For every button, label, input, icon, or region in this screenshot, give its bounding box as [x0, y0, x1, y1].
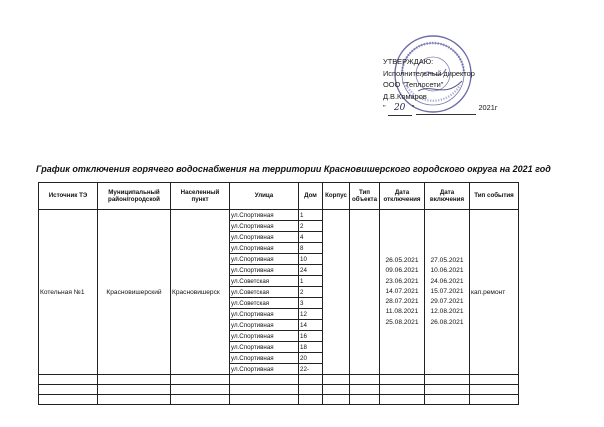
empty-cell [299, 395, 323, 405]
cell-street: ул.Спортивная [230, 254, 299, 265]
table-body [39, 210, 519, 405]
date-day-field [388, 102, 412, 116]
approval-heading: УТВЕРЖДАЮ: [383, 57, 434, 66]
empty-cell [98, 375, 171, 385]
cell-street: ул.Советская [230, 276, 299, 287]
date-day: 20 [393, 103, 406, 114]
empty-cell [425, 375, 470, 385]
empty-cell [98, 385, 171, 395]
cell-house: 8 [299, 243, 323, 254]
cell-street: ул.Советская [230, 298, 299, 309]
cell-street: ул.Спортивная [230, 232, 299, 243]
document-title: График отключения горячего водоснабжения на территории Красновишерского городского округа на 2021 год [36, 164, 551, 174]
cell-house: 22- [299, 364, 323, 375]
cell-event-type: кап.ремонт [470, 210, 519, 375]
empty-cell [299, 375, 323, 385]
cell-house: 14 [299, 320, 323, 331]
approval-company: ООО "Теплосети" [383, 80, 444, 90]
empty-cell [171, 385, 230, 395]
table-header-row [39, 183, 519, 210]
empty-row [39, 395, 519, 405]
empty-cell [380, 385, 425, 395]
off-date: 26.05.2021 [385, 257, 419, 265]
date-quote-open: " [383, 103, 386, 113]
off-date: 14.07.2021 [385, 287, 419, 295]
cell-street: ул.Спортивная [230, 309, 299, 320]
cell-object-type [350, 210, 380, 375]
empty-cell [171, 375, 230, 385]
header-building: Корпус [323, 183, 350, 210]
empty-cell [230, 375, 299, 385]
date-quote-close: " [411, 103, 415, 113]
header-on-date: Дата включения [425, 183, 470, 210]
empty-cell [39, 375, 98, 385]
approval-signer: Д.В.Комаров [383, 91, 427, 101]
cell-settlement: Красновишерск [171, 210, 230, 375]
empty-cell [323, 395, 350, 405]
off-date: 11.08.2021 [385, 308, 419, 316]
cell-house: 12 [299, 309, 323, 320]
empty-cell [39, 395, 98, 405]
empty-cell [350, 385, 380, 395]
cell-street: ул.Спортивная [230, 364, 299, 375]
date-month-field [416, 102, 476, 115]
header-source: Источник ТЭ [39, 183, 98, 210]
empty-cell [323, 375, 350, 385]
table-row [39, 210, 519, 221]
cell-district: Красновишерский [98, 210, 171, 375]
cell-building [323, 210, 350, 375]
cell-street: ул.Спортивная [230, 320, 299, 331]
empty-cell [350, 375, 380, 385]
empty-row [39, 375, 519, 385]
cell-house: 16 [299, 331, 323, 342]
cell-house: 4 [299, 232, 323, 243]
cell-house: 2 [299, 287, 323, 298]
empty-cell [98, 395, 171, 405]
cell-house: 3 [299, 298, 323, 309]
off-date: 25.08.2021 [385, 318, 419, 326]
header-street: Улица [230, 183, 299, 210]
empty-cell [230, 385, 299, 395]
header-object-type: Тип объекта [350, 183, 380, 210]
on-dates-list [426, 256, 468, 327]
on-date: 27.05.2021 [430, 257, 464, 265]
cell-house: 24 [299, 265, 323, 276]
empty-cell [299, 385, 323, 395]
cell-house: 20 [299, 353, 323, 364]
empty-cell [380, 395, 425, 405]
empty-cell [470, 395, 519, 405]
cell-street: ул.Спортивная [230, 265, 299, 276]
empty-cell [230, 395, 299, 405]
empty-cell [425, 395, 470, 405]
empty-cell [350, 395, 380, 405]
header-off-date: Дата отключения [380, 183, 425, 210]
cell-street: ул.Спортивная [230, 221, 299, 232]
date-year: 2021г [478, 103, 498, 113]
cell-on-dates [425, 210, 470, 375]
off-dates-list [381, 256, 423, 327]
empty-cell [171, 395, 230, 405]
header-house: Дом [299, 183, 323, 210]
approval-date [383, 102, 583, 116]
schedule-table [38, 182, 519, 405]
cell-street: ул.Советская [230, 287, 299, 298]
approval-block [383, 56, 583, 116]
empty-cell [470, 385, 519, 395]
cell-street: ул.Спортивная [230, 331, 299, 342]
cell-street: ул.Спортивная [230, 210, 299, 221]
cell-house: 18 [299, 342, 323, 353]
cell-street: ул.Спортивная [230, 342, 299, 353]
header-district: Муниципальный район/городской [98, 183, 171, 210]
on-date: 26.08.2021 [430, 318, 464, 326]
on-date: 15.07.2021 [430, 287, 464, 295]
cell-street: ул.Спортивная [230, 243, 299, 254]
empty-row [39, 385, 519, 395]
cell-house: 1 [299, 276, 323, 287]
off-date: 23.06.2021 [385, 277, 419, 285]
cell-house: 1 [299, 210, 323, 221]
cell-off-dates [380, 210, 425, 375]
on-date: 29.07.2021 [430, 298, 464, 306]
empty-cell [323, 385, 350, 395]
empty-cell [39, 385, 98, 395]
empty-cell [425, 385, 470, 395]
approval-position: Исполнительный директор [383, 68, 475, 78]
cell-house: 2 [299, 221, 323, 232]
cell-street: ул.Спортивная [230, 353, 299, 364]
on-date: 10.06.2021 [430, 267, 464, 275]
header-event-type: Тип события [470, 183, 519, 210]
header-settlement: Населенный пункт [171, 183, 230, 210]
cell-house: 10 [299, 254, 323, 265]
off-date: 28.07.2021 [385, 298, 419, 306]
off-date: 09.06.2021 [385, 267, 419, 275]
empty-cell [470, 375, 519, 385]
empty-cell [380, 375, 425, 385]
on-date: 12.08.2021 [430, 308, 464, 316]
cell-source: Котельная №1 [39, 210, 98, 375]
on-date: 24.06.2021 [430, 277, 464, 285]
